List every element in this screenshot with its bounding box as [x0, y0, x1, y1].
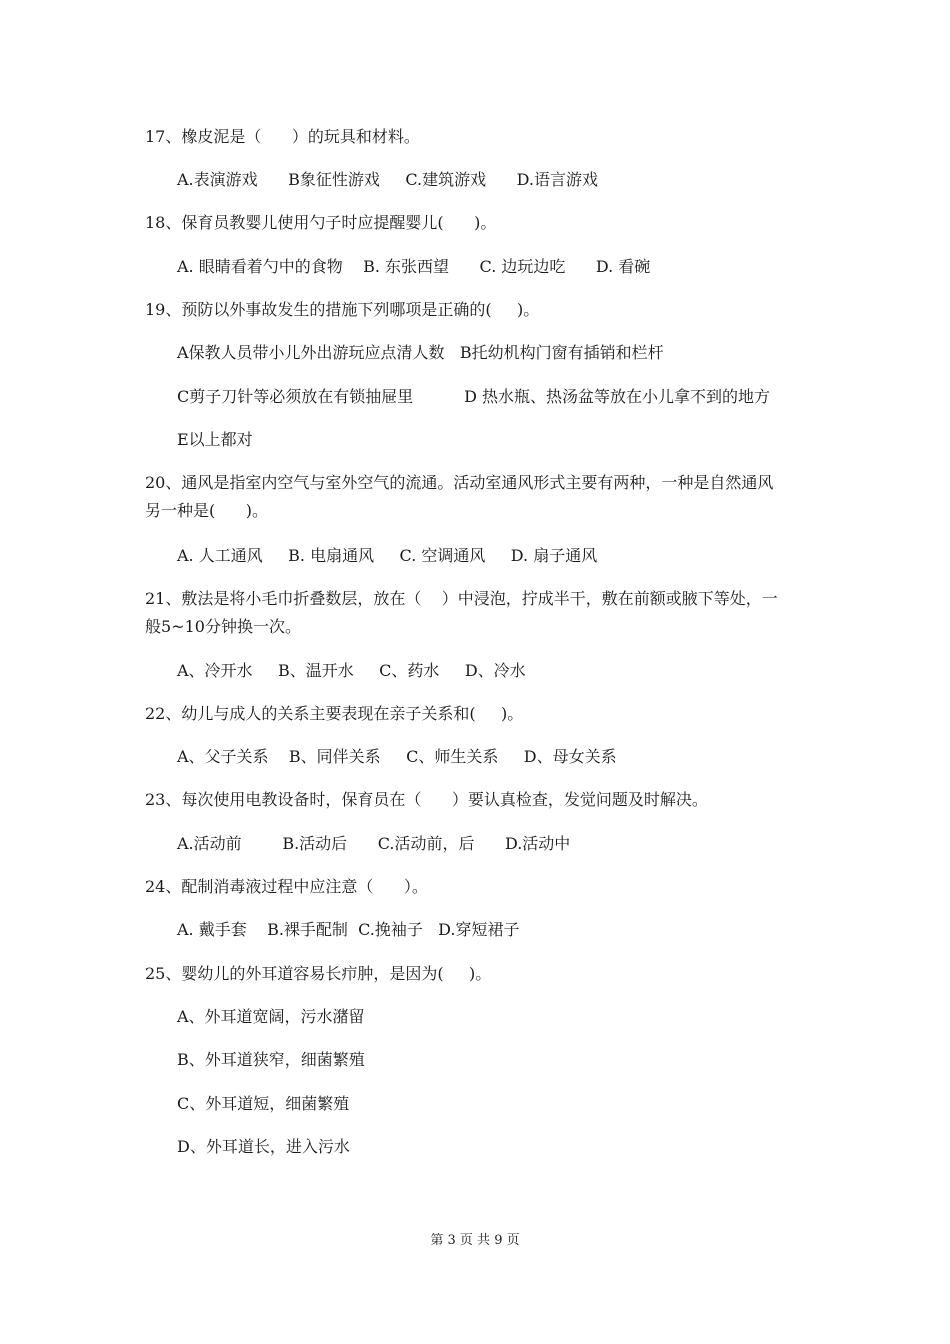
page-number-footer: 第 3 页 共 9 页 [430, 1233, 520, 1248]
question-21-options: A、冷开水 B、温开水 C、药水 D、冷水 [177, 661, 526, 680]
question-25-option-d: D、外耳道长，进入污水 [177, 1137, 350, 1156]
question-22-options: A、父子关系 B、同伴关系 C、师生关系 D、母女关系 [177, 747, 617, 766]
question-22-stem: 22、幼儿与成人的关系主要表现在亲子关系和( )。 [145, 704, 524, 723]
question-19-option-line-2: C剪子刀针等必须放在有锁抽屉里 D 热水瓶、热汤盆等放在小儿拿不到的地方 [177, 387, 771, 406]
question-25-option-a: A、外耳道宽阔，污水潴留 [177, 1007, 365, 1026]
question-20-options: A. 人工通风 B. 电扇通风 C. 空调通风 D. 扇子通风 [177, 546, 598, 565]
question-21-stem-line-1: 21、敷法是将小毛巾折叠数层，放在（ ）中浸泡，拧成半干，敷在前额或腋下等处，一 [145, 589, 778, 608]
question-25-stem: 25、婴幼儿的外耳道容易长疖肿，是因为( )。 [145, 964, 492, 983]
question-18-options: A. 眼睛看着勺中的食物 B. 东张西望 C. 边玩边吃 D. 看碗 [177, 257, 651, 276]
question-17-options: A.表演游戏 B象征性游戏 C.建筑游戏 D.语言游戏 [177, 170, 598, 189]
question-21-stem-line-2: 般5~10分钟换一次。 [145, 617, 301, 636]
question-20-stem-line-2: 另一种是( )。 [145, 501, 269, 520]
question-25-option-c: C、外耳道短，细菌繁殖 [177, 1094, 350, 1113]
question-19-stem: 19、预防以外事故发生的措施下列哪项是正确的( )。 [145, 300, 540, 319]
question-20-stem-line-1: 20、通风是指室内空气与室外空气的流通。活动室通风形式主要有两种，一种是自然通风 [145, 473, 774, 492]
question-19-option-line-1: A保教人员带小儿外出游玩应点清人数 B托幼机构门窗有插销和栏杆 [177, 343, 664, 362]
question-23-stem: 23、每次使用电教设备时，保育员在（ ）要认真检查，发觉问题及时解决。 [145, 790, 708, 809]
question-18-stem: 18、保育员教婴儿使用勺子时应提醒婴儿( )。 [145, 213, 497, 232]
question-19-option-line-3: E以上都对 [177, 430, 253, 449]
question-24-options: A. 戴手套 B.裸手配制 C.挽袖子 D.穿短裙子 [177, 920, 520, 939]
question-24-stem: 24、配制消毒液过程中应注意（ ）。 [145, 877, 428, 896]
question-25-option-b: B、外耳道狭窄，细菌繁殖 [177, 1050, 365, 1069]
question-17-stem: 17、橡皮泥是（ ）的玩具和材料。 [145, 127, 420, 146]
question-23-options: A.活动前 B.活动后 C.活动前，后 D.活动中 [177, 834, 571, 853]
